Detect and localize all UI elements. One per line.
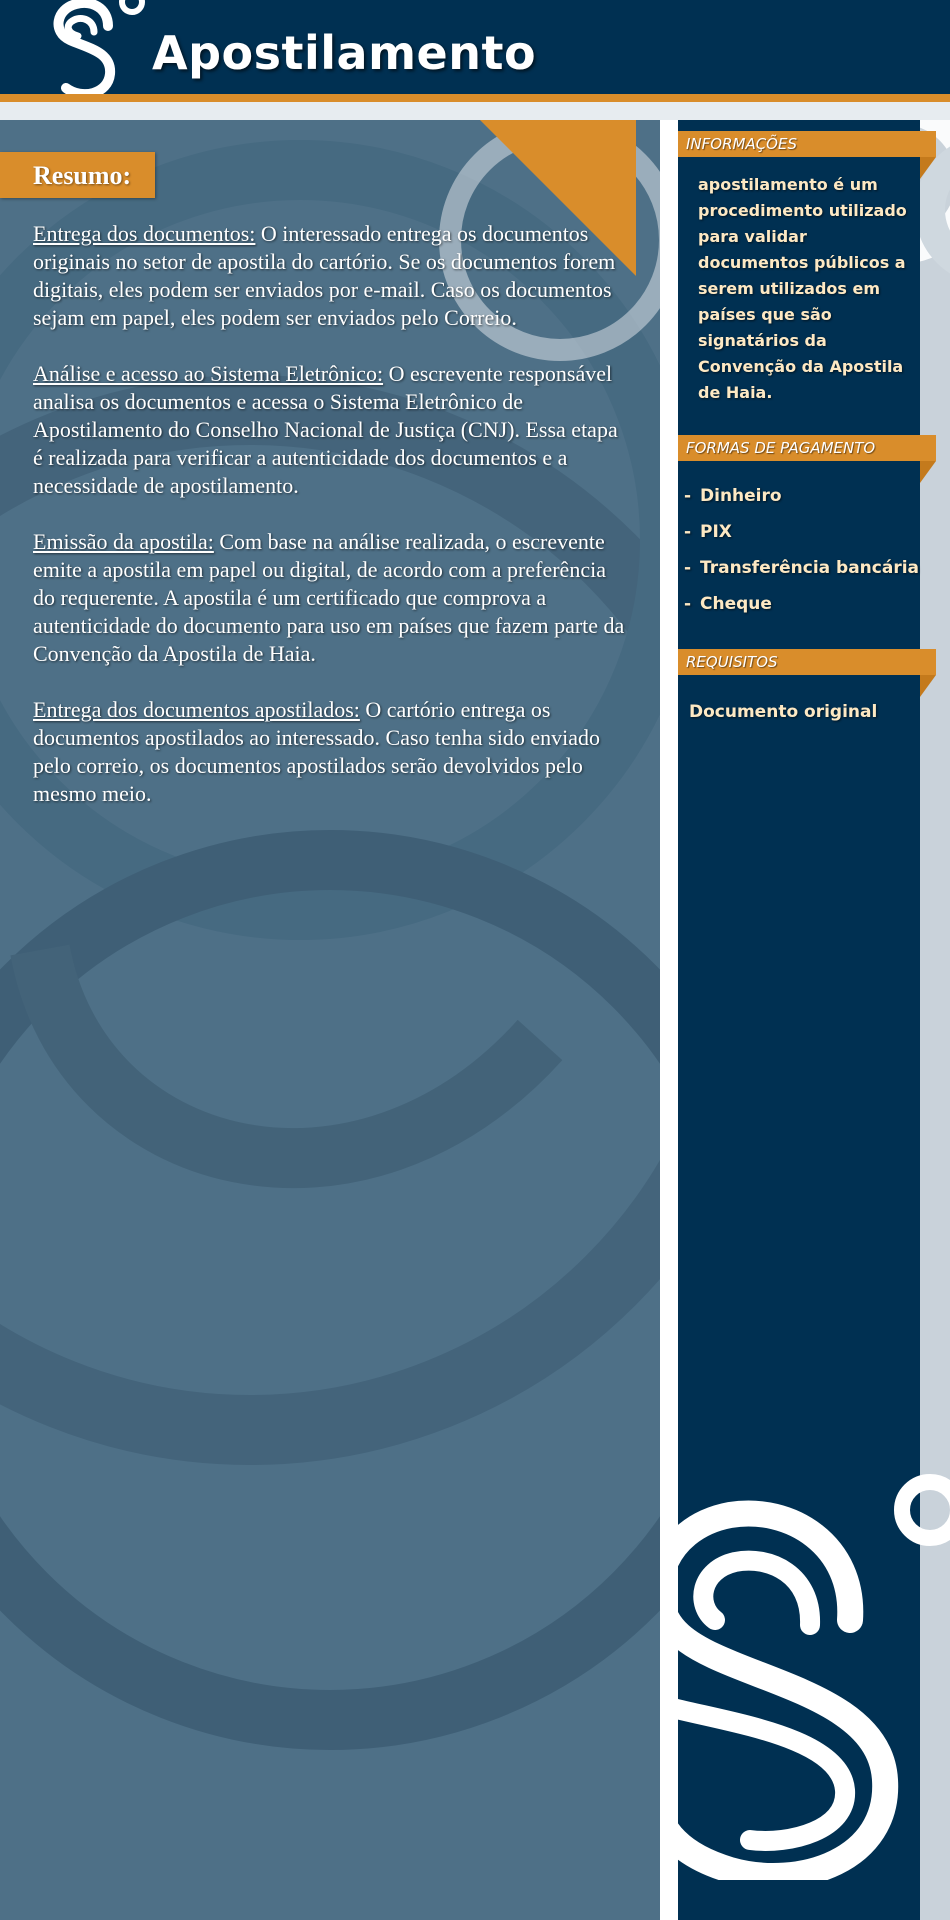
bullet-dash: -: [684, 558, 692, 578]
step-item: [33, 528, 628, 668]
info-band: [678, 131, 936, 157]
step-title: Entrega dos documentos apostilados:: [33, 697, 360, 722]
payment-label: FORMAS DE PAGAMENTO: [686, 439, 876, 457]
summary-label: Resumo:: [33, 161, 132, 190]
bullet-dash: -: [684, 594, 692, 614]
summary-label-tag: [0, 152, 155, 198]
step-item: [33, 360, 628, 500]
payment-methods-list: [684, 486, 920, 630]
steps-list: [33, 220, 628, 836]
payment-method: Transferência bancária: [700, 558, 920, 578]
bullet-dash: -: [684, 522, 692, 542]
list-item: [684, 522, 920, 558]
requirements-band: [678, 649, 936, 675]
step-title: Emissão da apostila:: [33, 529, 214, 554]
info-label: INFORMAÇÕES: [686, 135, 797, 153]
step-text: O escrevente responsável analisa os documentos e acessa o Sistema Eletrônico de Apostilamento do Conselho Nacional de Justiça (CNJ). Essa etapa é realizada para verificar a autenticidade dos documentos e a necessidade de apostilamento.: [33, 361, 618, 498]
info-text: apostilamento é um procedimento utilizado para validar documentos públicos a serem utilizados em países que são signatários da Convenção da Apostila de Haia.: [698, 175, 907, 402]
s-logo-icon: [640, 1450, 950, 1880]
requirement-item: Documento original: [689, 702, 878, 722]
step-title: Análise e acesso ao Sistema Eletrônico:: [33, 361, 384, 386]
list-item: [684, 486, 920, 522]
payment-band: [678, 435, 936, 461]
step-item: [33, 220, 628, 332]
payment-method: Cheque: [700, 594, 772, 614]
main-panel: [0, 120, 660, 1920]
page-title: Apostilamento: [152, 26, 537, 80]
list-item: [684, 558, 920, 594]
step-text: Com base na análise realizada, o escrevente emite a apostila em papel ou digital, de acordo com a preferência do requerente. A apostila é um certificado que comprova a autenticidade do documento para uso em países que fazem parte da Convenção da Apostila de Haia.: [33, 529, 625, 666]
requirements-label: REQUISITOS: [686, 653, 778, 671]
step-item: [33, 696, 628, 808]
list-item: [684, 594, 920, 630]
payment-method: PIX: [700, 522, 732, 542]
step-text: O interessado entrega os documentos originais no setor de apostila do cartório. Se os documentos forem digitais, eles podem ser enviados por e-mail. Caso os documentos sejam em papel, eles podem ser enviados pelo Correio.: [33, 221, 616, 330]
header: [0, 0, 950, 102]
bullet-dash: -: [684, 486, 692, 506]
step-title: Entrega dos documentos:: [33, 221, 256, 246]
s-logo-icon: [30, 0, 150, 98]
header-divider: [0, 102, 950, 120]
payment-method: Dinheiro: [700, 486, 782, 506]
step-text: O cartório entrega os documentos apostilados ao interessado. Caso tenha sido enviado pelo correio, os documentos apostilados serão devolvidos pelo mesmo meio.: [33, 697, 600, 806]
